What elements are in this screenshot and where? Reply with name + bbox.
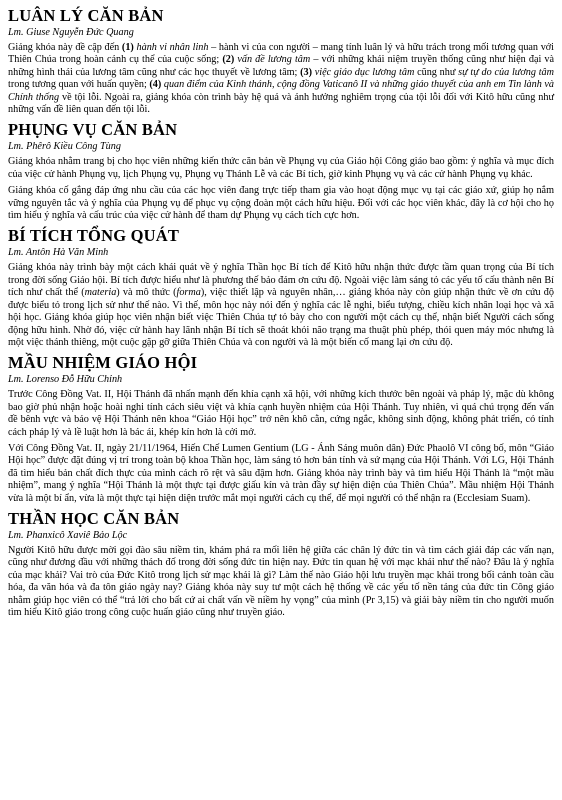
course-section [8, 509, 554, 619]
text-run: hành vi nhân linh [136, 42, 209, 53]
section-author: Lm. Antôn Hà Văn Minh [8, 247, 109, 259]
course-section [8, 226, 554, 349]
text-run: vấn đề lương tâm [237, 54, 311, 66]
text-run: – hành vi của con người – mang tính luân lý và hữu trách trong mối tương quan với Thiên Chúa trong hoàn cảnh cụ thể của cuộc sống; [8, 42, 555, 66]
text-run: Người Kitô hữu được mời gọi đào sâu niềm tin, khám phá ra mối liên hệ giữa các chân lý đức tin và tìm cách giải đáp các vấn nạn, cũng như đương đầu với những thách đố trong đời sống đức tin hiện nay. Đức tin quan hệ với mạc khải như thế nào? Đâu là ý nghĩa của mạc khải? Vai trò của Đức Kitô trong lịch sử mạc khải là gì? Làm thế nào Giáo hội lưu truyền mạc khải trong bối cảnh toàn cầu hóa, đa văn hóa và đa tôn giáo ngày nay? Giảng khóa này suy tư một cách hệ thống về các yếu tố nền tảng của đức tin Công giáo nhằm giúp học viên có thể “trả lời cho bất cứ ai chất vấn về niềm hy vọng” của mình (Pr 3,15) và giải bày niềm tin cho người muốn tìm hiểu Kitô giáo trong công cuộc huấn giáo cũng như truyền giáo. [8, 544, 554, 618]
text-run: (2) [222, 54, 235, 66]
text-run: Trước Công Đồng Vat. II, Hội Thánh đã nhấn mạnh đến khía cạnh xã hội, với những kích thước bên ngoài và pháp lý, mặc dù không bao giờ phủ nhận hoặc hoài nghi tính cách siêu việt và khía cạnh huyền nhiệm của Hội Thánh. Tuy nhiên, vì quá chú trọng đến vấn đề bênh vực và bảo vệ Hội Thánh nên khoa “Giáo Hội học” trở nên khô cằn, cứng ngắc, không sinh động, không phát triển, có tính cách pháp lý và lề luật hơn là bác ái, khép kín hơn là cởi mở. [8, 389, 554, 438]
text-run: trong tương quan với huấn quyền; [8, 79, 150, 91]
section-paragraph [8, 156, 554, 181]
course-section [8, 120, 554, 222]
text-run: ), việc thiết lập và nguyên nhân,… giảng khóa này còn giúp nhận thức về ơn cứu độ được biểu tỏ trong lịch sử như thế nào. Vì thế, môn học này nói đến ý nghĩa các lễ nghi, biểu tượng, chiều kích nhân loại học và xã hội học. Giảng khóa giúp học viên nhận biết việc Thiên Chúa tự tỏ bày cho con người một cách cụ thể, nhận biết Người cách sống động hữu hình. Nhờ đó, việc cử hành hay lãnh nhận Bí tích sẽ thoát khỏi não trạng ma thuật phù phép, thói quen máy móc nhưng là một việc thánh thiêng, một cuộc gặp gỡ giữa Thiên Chúa và con người và là một biến cố mang lại ơn cứu độ. [8, 287, 554, 348]
text-run: cũng như [414, 66, 459, 78]
section-paragraph [8, 389, 554, 439]
text-run: (3) [300, 66, 313, 78]
text-run: ) và mô thức ( [116, 287, 177, 299]
section-title: LUÂN LÝ CĂN BẢN [8, 6, 164, 25]
text-run: (1) [121, 42, 134, 53]
text-run: Giảng khóa cố gắng đáp ứng nhu cầu của các học viên đang trực tiếp tham gia vào hoạt động mục vụ tại các giáo xứ, giúp họ nắm vững nguyên tắc và ý nghĩa của Phụng vụ để phục vụ cộng đoàn một cách hữu hiệu. Đối với các học viên khác, đây là cơ hội cho họ tìm hiểu ý nghĩa và cấu trúc của việc cử hành để tham dự Phụng vụ cách tích cực hơn. [8, 185, 554, 222]
course-section [8, 6, 554, 116]
text-run: Giảng khóa nhằm trang bị cho học viên những kiến thức căn bản về Phụng vụ của Giáo hội Công giáo bao gồm: ý nghĩa và mục đích của việc cử hành Phụng vụ, lịch Phụng vụ, Phụng vụ Thánh Lễ và các Bí tích, giờ kinh Phụng vụ và các cử hành Phụng vụ khác. [8, 156, 554, 180]
section-paragraph [8, 262, 554, 349]
section-paragraph [8, 185, 554, 222]
text-run: forma [176, 287, 201, 299]
section-title: THẦN HỌC CĂN BẢN [8, 508, 180, 528]
section-author: Lm. Phêrô Kiều Công Tùng [8, 141, 121, 153]
course-section [8, 353, 554, 505]
text-run: về tội lỗi. Ngoài ra, giảng khóa còn trình bày hệ quả và ảnh hưởng nghiêm trọng của tội lỗi đối với Kitô hữu cũng như những vấn đề liên quan đến tội lỗi. [8, 91, 554, 116]
text-run: quan điểm của Kinh thánh, cộng đồng Vaticanô II và những giáo thuyết của anh em Tin lành và Chính thống [8, 79, 555, 103]
section-author: Lm. Phanxicô Xaviê Bảo Lộc [8, 529, 128, 541]
section-paragraph [8, 545, 554, 619]
text-run: Với Công Đồng Vat. II, ngày 21/11/1964, Hiến Chế Lumen Gentium (LG - Ánh Sáng muôn dân) Đức Phaolô VI công bố, môn “Giáo Hội học” được đặt đúng vị trí trong toàn bộ khoa Thần học, làm sáng tỏ hơn bản tính và sứ mạng của Hội Thánh. Với LG, Hội Thánh đã tìm hiểu bản chất đích thực của mình cách rõ rệt và sâu đậm hơn. Giảng khóa này trình bày và tìm hiểu Hội Thánh là “một mầu nhiệm”, mang ý nghĩa “Hội Thánh là một thực tại được giấu kín và tràn đầy sự hiện diện của Thiên Chúa”. Mầu nhiệm Hội Thánh vừa là một bí ẩn, vừa là một thực tại hiện diện trước mắt mọi người cách cụ thể, để mọi người có thể nhận ra (Ecclesiam Suam). [8, 442, 554, 504]
text-run: việc giáo dục lương tâm [314, 66, 415, 78]
text-run: Giảng khóa này trình bày một cách khái quát về ý nghĩa Thần học Bí tích để Kitô hữu nhận thức được tầm quan trọng của Bí tích trong đời sống Giáo hội. Bí tích được hiểu như là phương thế bảo đảm ơn cứu độ. Ngoài việc làm sáng tỏ các yếu tố cấu thành nên Bí tích như chất thể ( [8, 262, 554, 299]
section-paragraph [8, 443, 554, 505]
text-run: – với những khái niệm truyền thống cũng như hiện đại và những hình thái của lương tâm cũng như các học thuyết về lương tâm; [8, 54, 555, 78]
section-author: Lm. Giuse Nguyễn Đức Quang [8, 27, 134, 38]
text-run: (4) [149, 79, 162, 91]
section-title: BÍ TÍCH TỔNG QUÁT [8, 226, 180, 246]
section-title: PHỤNG VỤ CĂN BẢN [8, 120, 178, 140]
text-run: Giảng khóa này đề cập đến [8, 42, 122, 53]
text-run: materia [84, 287, 117, 299]
section-title: MẦU NHIỆM GIÁO HỘI [8, 353, 198, 373]
section-paragraph [8, 42, 554, 116]
section-author: Lm. Lorenso Đỗ Hữu Chỉnh [8, 374, 123, 386]
text-run: sự tự do của lương tâm [458, 66, 555, 78]
